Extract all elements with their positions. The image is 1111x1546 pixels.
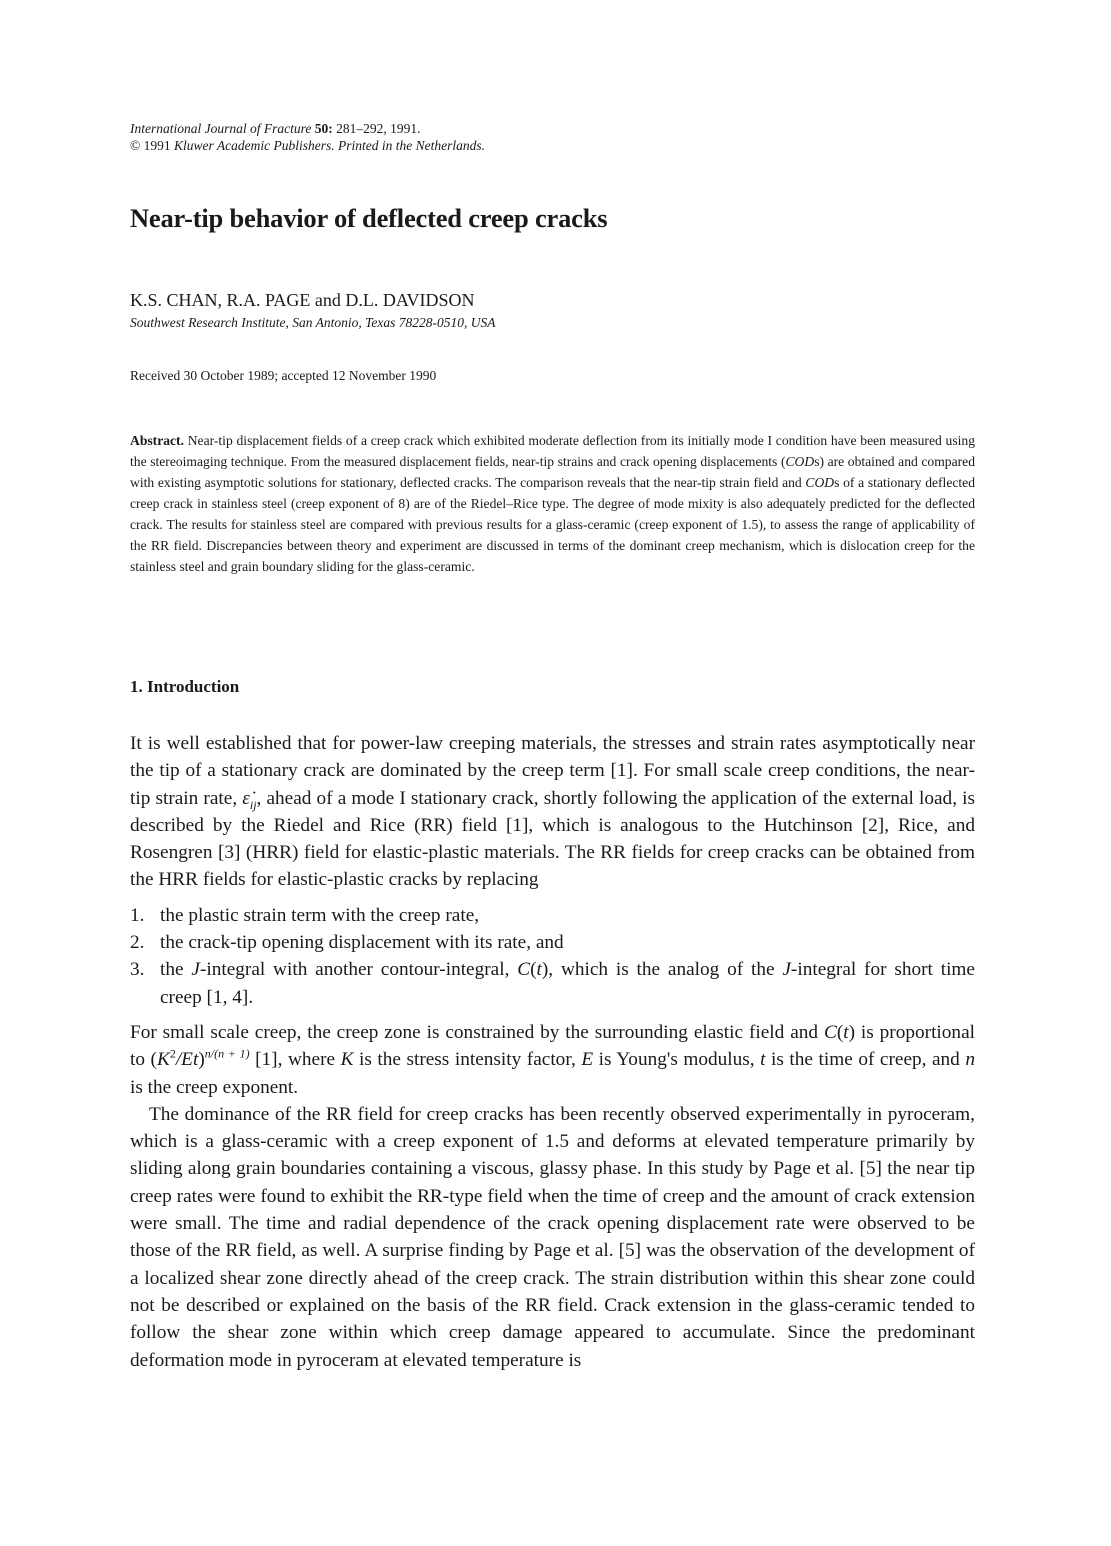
replacement-list (130, 902, 975, 1011)
received-date: Received 30 October 1989; accepted 12 November 1990 (130, 368, 437, 383)
list-item: 2. the crack-tip opening displacement with its rate, and (130, 932, 564, 954)
journal-copyright: © 1991 Kluwer Academic Publishers. Printed in the Netherlands. (130, 138, 485, 153)
intro-paragraph-2: For small scale creep, the creep zone is constrained by the surrounding elastic field and C(t) is proportional to $(K^2/Et)^{n/(n + 1)}$ [1], where K is the stress intensity factor, E is Young's modulus, t is the time of creep, and n is the creep exponent. (130, 1021, 975, 1098)
author-affiliation: Southwest Research Institute, San Antonio, Texas 78228-0510, USA (130, 315, 496, 330)
journal-header (130, 120, 485, 154)
abstract-label: Abstract. (130, 433, 184, 448)
journal-citation: International Journal of Fracture 50: 281–292, 1991. (130, 121, 421, 136)
paper-title: Near-tip behavior of deflected creep cracks (130, 203, 608, 233)
list-item: 1. the plastic strain term with the creep rate, (130, 904, 480, 926)
list-item: 3. the J-integral with another contour-integral, C(t), which is the analog of the J-integral for short time creep [1, 4]. (130, 959, 975, 1008)
intro-paragraph-3: The dominance of the RR field for creep cracks has been recently observed experimentally in pyroceram, which is a glass-ceramic with a creep exponent of 1.5 and deforms at elevated temperature primarily by sliding along grain boundaries containing a viscous, glassy phase. In this study by Page et al. [5] the near tip creep rates were found to exhibit the RR-type field when the time of creep and the amount of crack extension were small. The time and radial dependence of the crack opening displacement rate were observed to be those of the RR field, as well. A surprise finding by Page et al. [5] was the observation of the development of a localized shear zone directly ahead of the creep crack. The strain distribution within this shear zone could not be described or explained on the basis of the RR field. Crack extension in the glass-ceramic tended to follow the shear zone within which creep damage appeared to accumulate. Since the predominant deformation mode in pyroceram at elevated temperature is (130, 1103, 975, 1371)
author-list: K.S. CHAN, R.A. PAGE and D.L. DAVIDSON (130, 290, 475, 310)
abstract: Abstract. Near-tip displacement fields of a creep crack which exhibited moderate deflection from its initially mode I condition have been measured using the stereoimaging technique. From the measured displacement fields, near-tip strains and crack opening displacements (CODs) are obtained and compared with existing asymptotic solutions for stationary, deflected cracks. The comparison reveals that the near-tip strain field and CODs of a stationary deflected creep crack in stainless steel (creep exponent of 8) are of the Riedel–Rice type. The degree of mode mixity is also adequately predicted for the deflected crack. The results for stainless steel are compared with previous results for a glass-ceramic (creep exponent of 1.5), to assess the range of applicability of the RR field. Discrepancies between theory and experiment are discussed in terms of the dominant creep mechanism, which is dislocation creep for the stainless steel and grain boundary sliding for the glass-ceramic. (130, 433, 975, 574)
intro-paragraph-1: It is well established that for power-law creeping materials, the stresses and strain rates asymptotically near the tip of a stationary crack are dominated by the creep term [1]. For small scale creep conditions, the near-tip strain rate, $\varepsiloṅ_{ij}$, ahead of a mode I stationary crack, shortly following the application of the external load, is described by the Riedel and Rice (RR) field [1], which is analogous to the Hutchinson [2], Rice, and Rosengren [3] (HRR) field for elastic-plastic materials. The RR fields for creep cracks can be obtained from the HRR fields for elastic-plastic cracks by replacing (130, 733, 975, 891)
section-heading: 1. Introduction (130, 677, 240, 696)
introduction-body (130, 730, 975, 1374)
